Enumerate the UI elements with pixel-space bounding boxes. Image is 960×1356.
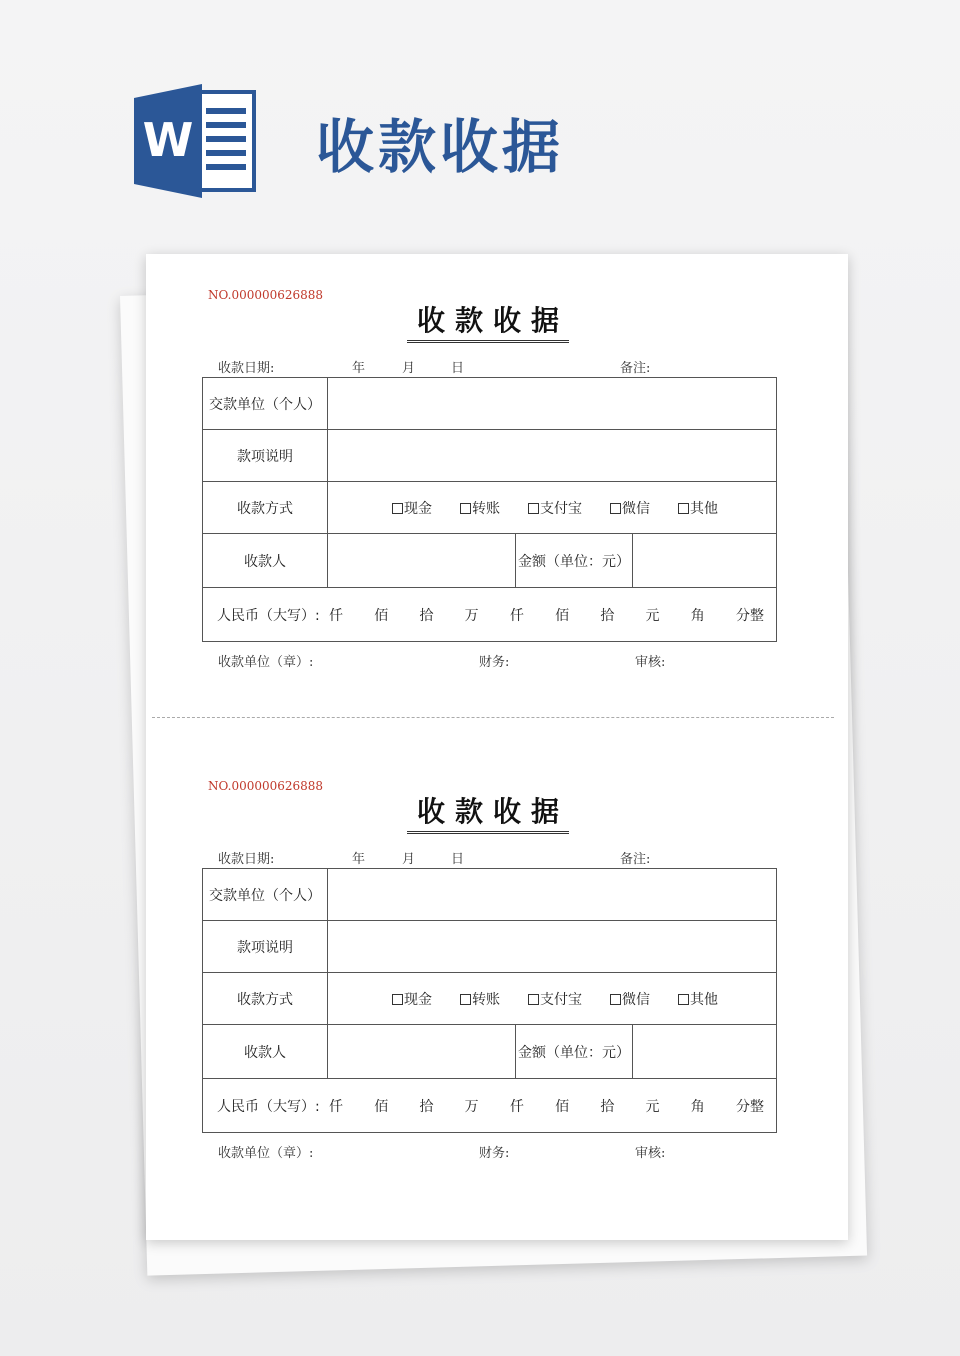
remark-label: 备注: [620, 852, 651, 867]
method-option-other[interactable]: 其他 [678, 498, 718, 518]
unit-label: 拾 [419, 1098, 434, 1115]
receipt-title: 收款收据 [146, 795, 830, 834]
method-options [328, 482, 777, 534]
receipt-form [146, 254, 848, 674]
payee-field[interactable] [328, 534, 516, 588]
item-field[interactable] [328, 430, 777, 482]
unit-label: 仟 [329, 1098, 343, 1115]
rmb-label: 人民币（大写）: [217, 1098, 320, 1115]
payer-label: 交款单位（个人） [203, 378, 328, 430]
unit-label: 仟 [329, 607, 343, 624]
receipt-title: 收款收据 [146, 304, 830, 343]
checkbox-icon[interactable] [678, 503, 689, 514]
method-options [328, 973, 777, 1025]
method-label: 收款方式 [203, 973, 328, 1025]
rmb-row [203, 588, 777, 642]
method-label: 收款方式 [203, 482, 328, 534]
unit-label: 佰 [555, 1098, 570, 1115]
amount-field[interactable] [633, 534, 777, 588]
receipt-table [202, 377, 777, 642]
checkbox-icon[interactable] [610, 994, 621, 1005]
unit-label: 拾 [419, 607, 434, 624]
cut-line [152, 717, 834, 718]
unit-label: 仟 [509, 1098, 524, 1115]
unit-label: 佰 [374, 607, 389, 624]
unit-label: 拾 [600, 607, 615, 624]
footer-unit-seal: 收款单位（章）: [218, 655, 314, 670]
month-label: 月 [402, 361, 416, 376]
checkbox-icon[interactable] [528, 994, 539, 1005]
unit-label: 元 [645, 607, 660, 624]
payee-label: 收款人 [203, 1025, 328, 1079]
method-option-other[interactable]: 其他 [678, 989, 718, 1009]
day-label: 日 [451, 361, 465, 376]
footer-audit: 审核: [635, 655, 666, 670]
unit-label: 角 [690, 607, 705, 624]
rmb-label: 人民币（大写）: [217, 607, 320, 624]
word-document-icon [134, 84, 258, 198]
paper-sheet [146, 254, 848, 1240]
item-label: 款项说明 [203, 430, 328, 482]
day-label: 日 [451, 852, 465, 867]
unit-label: 仟 [509, 607, 524, 624]
checkbox-icon[interactable] [460, 503, 471, 514]
footer-finance: 财务: [479, 1146, 510, 1161]
footer-audit: 审核: [635, 1146, 666, 1161]
unit-label: 万 [464, 1098, 479, 1115]
item-field[interactable] [328, 921, 777, 973]
year-label: 年 [352, 852, 366, 867]
rmb-row [203, 1079, 777, 1133]
unit-label: 佰 [555, 607, 570, 624]
unit-label: 拾 [600, 1098, 615, 1115]
payer-field[interactable] [328, 869, 777, 921]
checkbox-icon[interactable] [392, 994, 403, 1005]
amount-field[interactable] [633, 1025, 777, 1079]
page-title: 收款收据 [316, 113, 565, 181]
method-option-wechat[interactable]: 微信 [610, 989, 650, 1009]
unit-label: 元 [645, 1098, 660, 1115]
payer-label: 交款单位（个人） [203, 869, 328, 921]
checkbox-icon[interactable] [460, 994, 471, 1005]
receipt-number: NO.000000626888 [208, 779, 324, 793]
date-label: 收款日期: [218, 852, 275, 867]
method-option-wechat[interactable]: 微信 [610, 498, 650, 518]
svg-text:W: W [142, 113, 194, 167]
receipt-form [146, 745, 848, 1165]
receipt-table [202, 868, 777, 1133]
payer-field[interactable] [328, 378, 777, 430]
checkbox-icon[interactable] [392, 503, 403, 514]
checkbox-icon[interactable] [678, 994, 689, 1005]
payee-field[interactable] [328, 1025, 516, 1079]
footer-finance: 财务: [479, 655, 510, 670]
year-label: 年 [352, 361, 366, 376]
unit-label: 万 [464, 607, 479, 624]
method-option-cash[interactable]: 现金 [392, 498, 432, 518]
amount-label: 金额（单位：元） [516, 534, 633, 588]
checkbox-icon[interactable] [528, 503, 539, 514]
unit-label: 分整 [735, 1098, 764, 1115]
method-option-transfer[interactable]: 转账 [460, 498, 500, 518]
month-label: 月 [402, 852, 416, 867]
unit-label: 分整 [735, 607, 764, 624]
unit-label: 佰 [374, 1098, 389, 1115]
checkbox-icon[interactable] [610, 503, 621, 514]
footer-unit-seal: 收款单位（章）: [218, 1146, 314, 1161]
item-label: 款项说明 [203, 921, 328, 973]
method-option-cash[interactable]: 现金 [392, 989, 432, 1009]
payee-label: 收款人 [203, 534, 328, 588]
method-option-alipay[interactable]: 支付宝 [528, 498, 582, 518]
remark-label: 备注: [620, 361, 651, 376]
amount-label: 金额（单位：元） [516, 1025, 633, 1079]
unit-label: 角 [690, 1098, 705, 1115]
method-option-alipay[interactable]: 支付宝 [528, 989, 582, 1009]
date-label: 收款日期: [218, 361, 275, 376]
receipt-number: NO.000000626888 [208, 288, 324, 302]
method-option-transfer[interactable]: 转账 [460, 989, 500, 1009]
